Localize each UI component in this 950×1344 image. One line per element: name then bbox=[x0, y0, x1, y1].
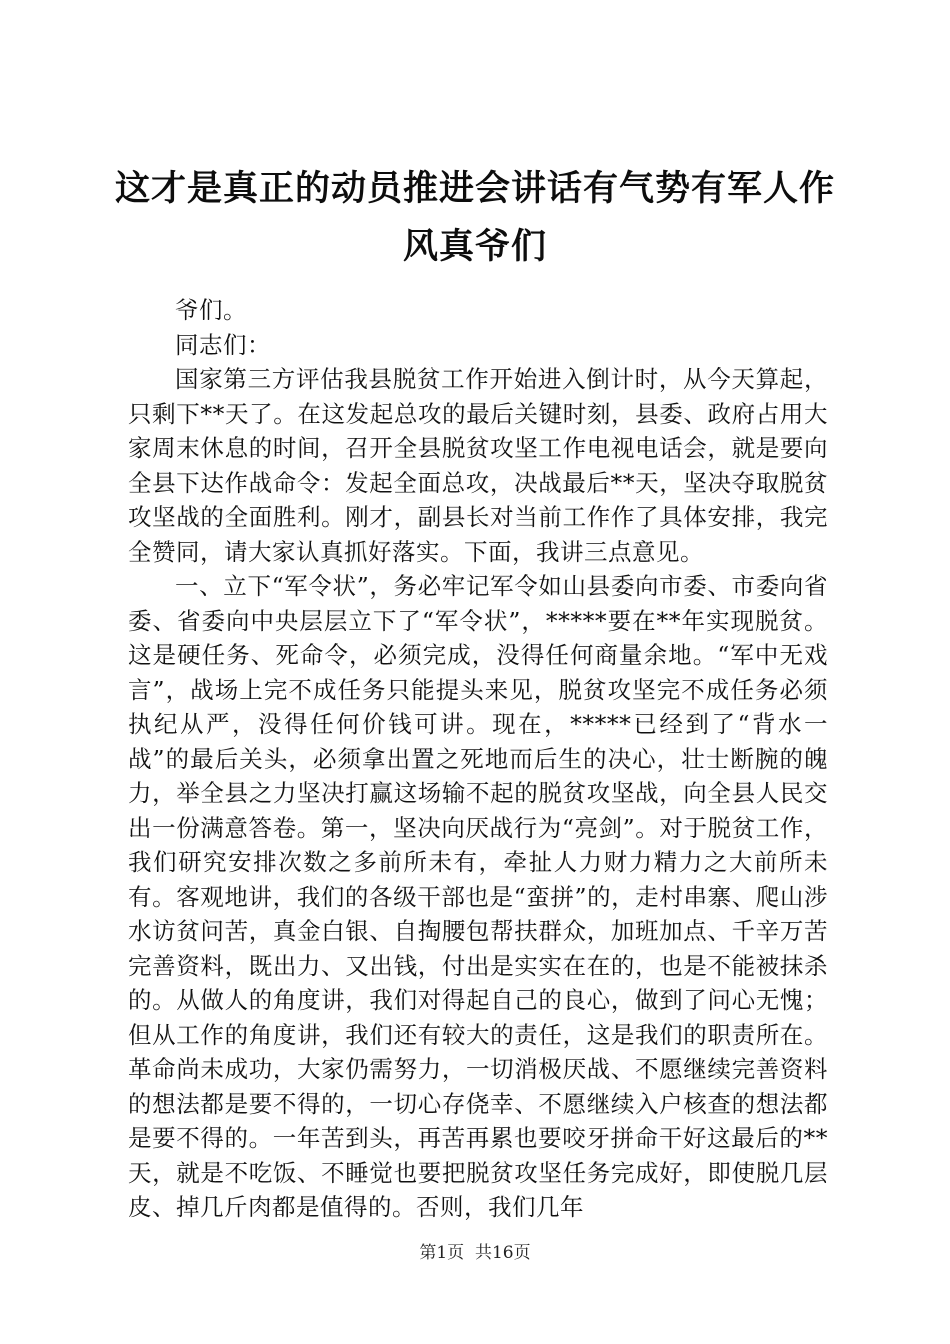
page-footer bbox=[0, 1241, 950, 1265]
document-title: 这才是真正的动员推进会讲话有气势有军人作风真爷们 bbox=[114, 169, 835, 267]
paragraph-salutation-2: 同志们： bbox=[175, 330, 271, 359]
paragraph-section-one: 一、立下“军令状”，务必牢记军令如山县委向市委、市委向省委、省委向中央层层立下了“军令状”，*****要在**年实现脱贫。这是硬任务、死命令，必须完成，没得任何商量余地。“军中无戏言”，战场上完不成任务只能提头来见，脱贫攻坚完不成任务必须执纪从严，没得任何价钱可讲。现在，*****已经到了“背水一战”的最后关头，必须拿出置之死地而后生的决心，壮士断腕的魄力，举全县之力坚决打赢这场输不起的脱贫攻坚战，向全县人民交出一份满意答卷。第一，坚决向厌战行为“亮剑”。对于脱贫工作，我们研究安排次数之多前所未有，牵扯人力财力精力之大前所未有。客观地讲，我们的各级干部也是“蛮拼”的，走村串寨、爬山涉水访贫问苦，真金白银、自掏腰包帮扶群众，加班加点、千辛万苦完善资料，既出力、又出钱，付出是实实在在的，也是不能被抹杀的。从做人的角度讲，我们对得起自己的良心，做到了问心无愧；但从工作的角度讲，我们还有较大的责任，这是我们的职责所在。革命尚未成功，大家仍需努力，一切消极厌战、不愿继续完善资料的想法都是要不得的，一切心存侥幸、不愿继续入户核查的想法都是要不得的。一年苦到头，再苦再累也要咬牙拼命干好这最后的**天，就是不吃饭、不睡觉也要把脱贫攻坚任务完成好，即使脱几层皮、掉几斤肉都是值得的。否则，我们几年 bbox=[128, 572, 828, 1221]
document-body bbox=[128, 293, 828, 1225]
paragraph-salutation-1: 爷们。 bbox=[175, 296, 247, 324]
page-number: 第1页 共16页 bbox=[419, 1243, 531, 1263]
paragraph-intro: 国家第三方评估我县脱贫工作开始进入倒计时，从今天算起，只剩下**天了。在这发起总攻的最后关键时刻，县委、政府占用大家周末休息的时间，召开全县脱贫攻坚工作电视电话会，就是要向全县下达作战命令：发起全面总攻，决战最后**天，坚决夺取脱贫攻坚战的全面胜利。刚才，副县长对当前工作作了具体安排，我完全赞同，请大家认真抓好落实。下面，我讲三点意见。 bbox=[128, 365, 828, 566]
